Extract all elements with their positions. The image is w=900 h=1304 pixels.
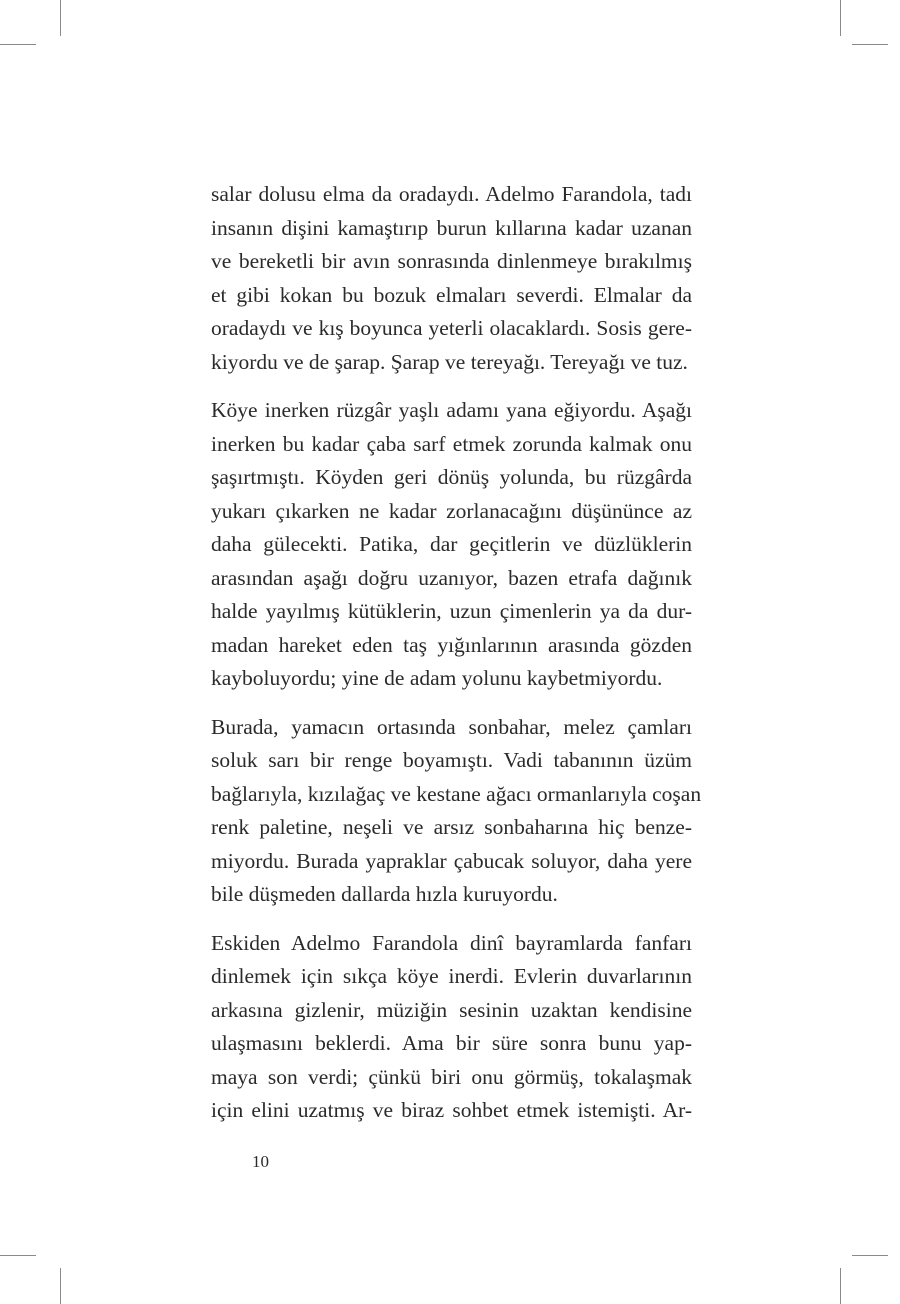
text-line: et gibi kokan bu bozuk elmaları severdi. Elmalar da xyxy=(211,282,692,307)
text-line: miyordu. Burada yapraklar çabucak soluyor, daha yere xyxy=(211,848,692,873)
text-line: oradaydı ve kış boyunca yeterli olacaklardı. Sosis gere- xyxy=(211,316,692,340)
crop-mark-bottom-left-vertical xyxy=(60,1268,61,1304)
text-line: şaşırtmıştı. Köyden geri dönüş yolunda, bu rüzgârda xyxy=(211,465,692,489)
text-line: arkasına gizlenir, müziğin sesinin uzaktan kendisine xyxy=(211,997,692,1022)
text-line: salar dolusu elma da oradaydı. Adelmo Farandola, tadı xyxy=(211,182,692,206)
crop-mark-bottom-left-horizontal xyxy=(0,1255,36,1256)
text-line: halde yayılmış kütüklerin, uzun çimenlerin ya da dur- xyxy=(211,599,692,623)
text-line: ulaşmasını beklerdi. Ama bir süre sonra bunu yap- xyxy=(211,1031,692,1055)
paragraph-1 xyxy=(211,178,692,379)
crop-mark-top-right-horizontal xyxy=(852,44,888,45)
text-line: arasından aşağı doğru uzanıyor, bazen etrafa dağınık xyxy=(211,565,692,590)
crop-mark-top-left-horizontal xyxy=(0,44,36,45)
crop-mark-bottom-right-horizontal xyxy=(852,1255,888,1256)
text-line: maya son verdi; çünkü biri onu görmüş, tokalaşmak xyxy=(211,1064,692,1089)
text-line: için elini uzatmış ve biraz sohbet etmek istemişti. Ar- xyxy=(211,1098,692,1122)
text-line: yukarı çıkarken ne kadar zorlanacağını düşününce az xyxy=(211,498,692,523)
paragraph-2 xyxy=(211,394,692,696)
text-line: insanın dişini kamaştırıp burun kıllarına kadar uzanan xyxy=(211,215,692,240)
paragraph-4 xyxy=(211,927,692,1128)
text-line: kiyordu ve de şarap. Şarap ve tereyağı. Tereyağı ve tuz. xyxy=(211,349,688,374)
text-line: Burada, yamacın ortasında sonbahar, melez çamları xyxy=(211,714,692,739)
text-line: kayboluyordu; yine de adam yolunu kaybetmiyordu. xyxy=(211,666,663,690)
text-line: dinlemek için sıkça köye inerdi. Evlerin duvarlarının xyxy=(211,964,692,988)
body-text xyxy=(211,178,702,1143)
text-line: Köye inerken rüzgâr yaşlı adamı yana eğiyordu. Aşağı xyxy=(211,398,692,422)
paragraph-3 xyxy=(211,711,702,912)
crop-mark-top-right-vertical xyxy=(840,0,841,36)
text-line: bile düşmeden dallarda hızla kuruyordu. xyxy=(211,882,558,906)
text-line: Eskiden Adelmo Farandola dinî bayramlarda fanfarı xyxy=(211,930,692,955)
text-line: madan hareket eden taş yığınlarının arasında gözden xyxy=(211,632,692,657)
text-line: inerken bu kadar çaba sarf etmek zorunda kalmak onu xyxy=(211,431,692,456)
crop-mark-bottom-right-vertical xyxy=(840,1268,841,1304)
text-line: soluk sarı bir renge boyamıştı. Vadi tabanının üzüm xyxy=(211,748,692,772)
text-line: daha gülecekti. Patika, dar geçitlerin ve düzlüklerin xyxy=(211,532,692,556)
crop-mark-top-left-vertical xyxy=(60,0,61,36)
page-number: 10 xyxy=(252,1152,269,1171)
text-line: ve bereketli bir avın sonrasında dinlenmeye bırakılmış xyxy=(211,249,692,273)
text-line: renk paletine, neşeli ve arsız sonbaharına hiç benze- xyxy=(211,815,692,839)
text-line: bağlarıyla, kızılağaç ve kestane ağacı ormanlarıyla coşan xyxy=(211,781,702,806)
